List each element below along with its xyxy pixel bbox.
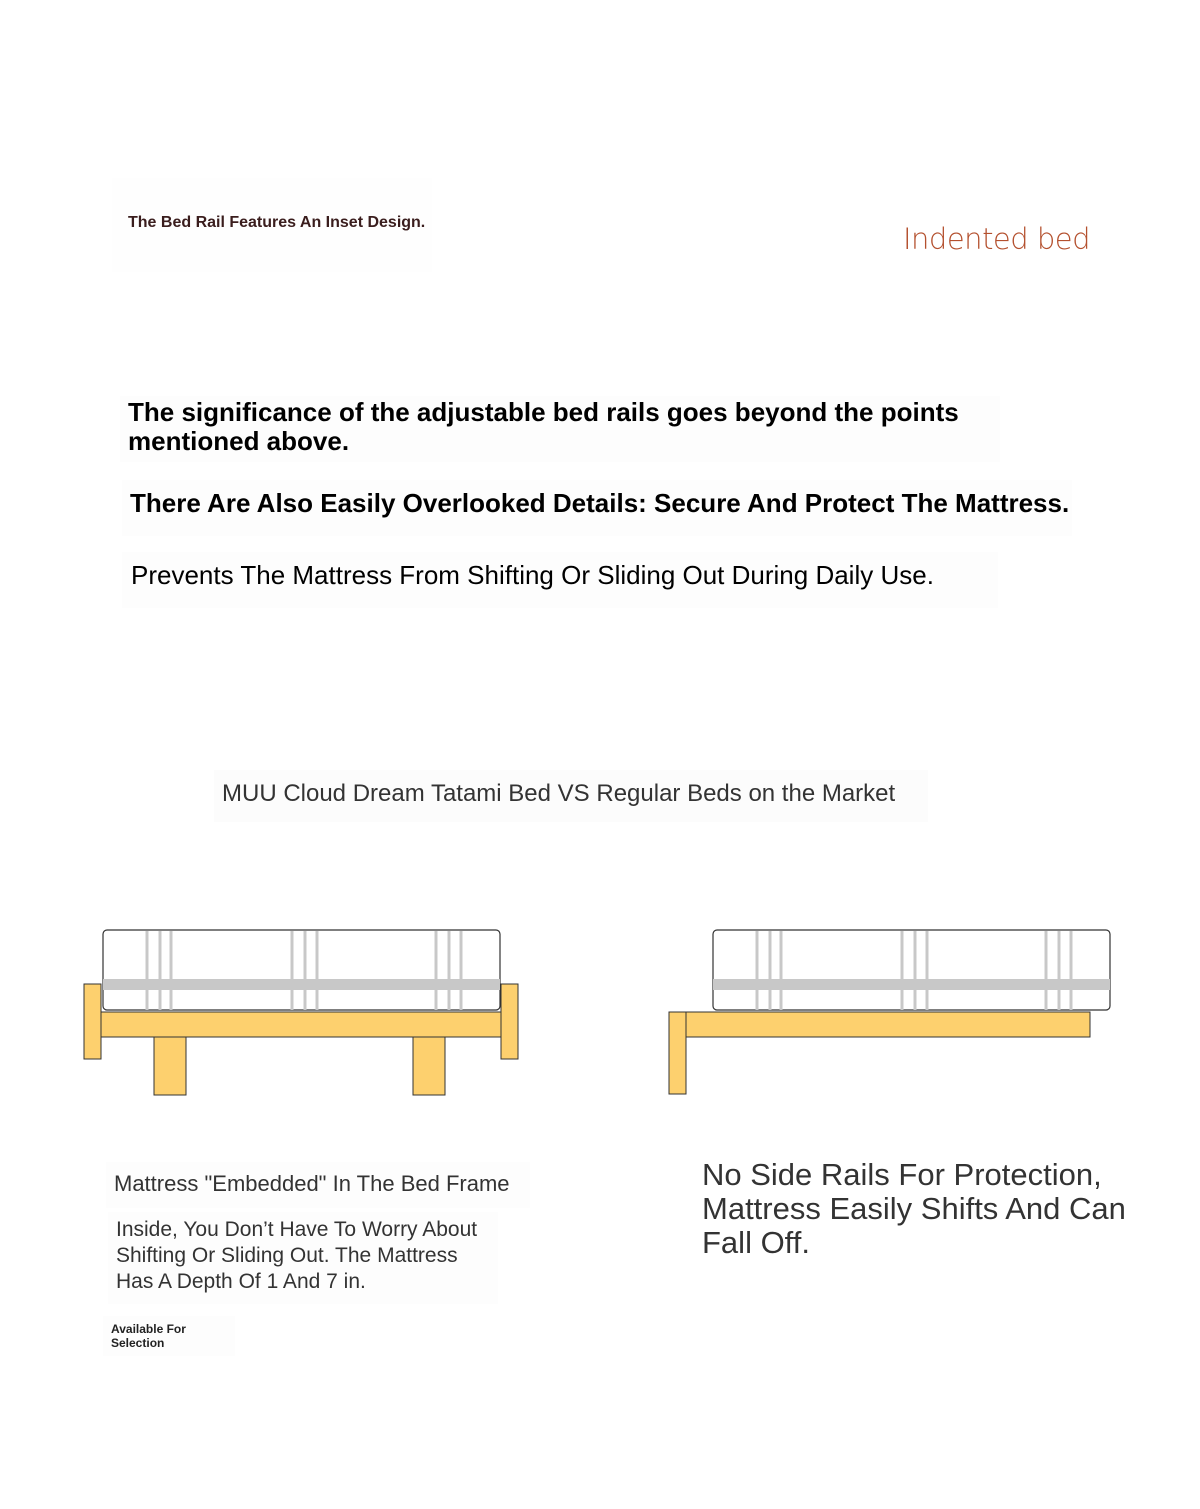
embedded-caption-description: Inside, You Don’t Have To Worry About Shifting Or Sliding Out. The Mattress Has A Depth Of 1 And 7 in.: [108, 1212, 498, 1304]
embedded-caption-title: Mattress "Embedded" In The Bed Frame: [106, 1162, 530, 1208]
mattress: [713, 930, 1110, 1010]
no-rails-caption: No Side Rails For Protection, Mattress Easily Shifts And Can Fall Off.: [702, 1157, 1126, 1260]
details-heading: There Are Also Easily Overlooked Details: Secure And Protect The Mattress.: [122, 480, 1072, 536]
prevents-text: Prevents The Mattress From Shifting Or Sliding Out During Daily Use.: [122, 552, 998, 608]
comparison-title: MUU Cloud Dream Tatami Bed VS Regular Beds on the Market: [214, 770, 928, 822]
inset-bed-diagram: [80, 926, 526, 1102]
bed-frame: [669, 1012, 1090, 1094]
inset-design-heading: The Bed Rail Features An Inset Design.: [112, 178, 432, 272]
availability-label: Available For Selection: [103, 1316, 235, 1356]
regular-bed-diagram: [664, 926, 1116, 1102]
mattress: [103, 930, 500, 1010]
significance-text: The significance of the adjustable bed rails goes beyond the points mentioned above.: [120, 396, 1000, 462]
indented-bed-label: Indented bed: [903, 222, 1091, 256]
